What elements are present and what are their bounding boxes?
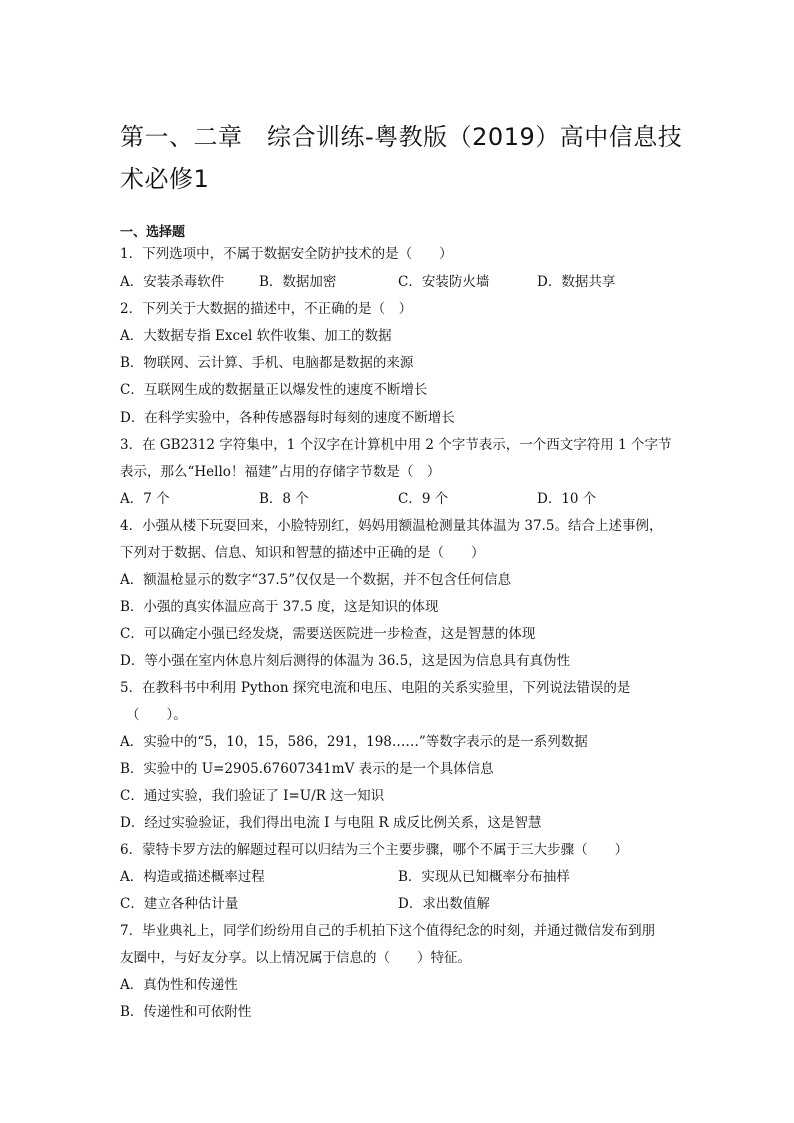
question-1-stem: 1．下列选项中，不属于数据安全防护技术的是（ ） (120, 246, 453, 262)
question-3-stem-line2: 表示，那么“Hello！福建”占用的存储字节数是（ ） (120, 464, 441, 480)
question-5-option-b: B．实验中的 U=2905.67607341mV 表示的是一个具体信息 (120, 761, 494, 777)
question-6-option-d: D．求出数值解 (398, 896, 490, 912)
question-2-option-a: A．大数据专指 Excel 软件收集、加工的数据 (120, 328, 392, 344)
question-1-option-b: B．数据加密 (259, 274, 337, 290)
question-4-option-b: B．小强的真实体温应高于 37.5 度，这是知识的体现 (120, 599, 439, 615)
question-7-stem-line1: 7．毕业典礼上，同学们纷纷用自己的手机拍下这个值得纪念的时刻，并通过微信发布到朋 (120, 923, 656, 939)
question-5-option-d: D．经过实验验证，我们得出电流 I 与电阻 R 成反比例关系，这是智慧 (120, 815, 542, 831)
question-6-option-a: A．构造或描述概率过程 (120, 869, 265, 885)
question-7-stem-line2: 友圈中，与好友分享。以上情况属于信息的（ ）特征。 (120, 950, 471, 966)
document-title: 第一、二章 综合训练-粤教版（2019）高中信息技术必修1 (120, 123, 683, 193)
question-4-option-a: A．额温枪显示的数字“37.5”仅仅是一个数据，并不包含任何信息 (120, 572, 512, 588)
question-7-option-a: A．真伪性和传递性 (120, 977, 238, 993)
question-5-option-c: C．通过实验，我们验证了 I=U/R 这一知识 (120, 788, 385, 804)
question-4-stem-line2: 下列对于数据、信息、知识和智慧的描述中正确的是（ ） (120, 545, 485, 561)
question-1-option-d: D．数据共享 (537, 274, 616, 290)
question-2-stem: 2．下列关于大数据的描述中，不正确的是（ ） (120, 301, 413, 317)
question-3-option-b: B．8 个 (259, 491, 309, 507)
question-5-stem-line1: 5．在教科书中利用 Python 探究电流和电压、电阻的关系实验里，下列说法错误的是 (120, 680, 631, 696)
question-7-option-b: B．传递性和可依附性 (120, 1004, 252, 1020)
question-3-option-c: C．9 个 (398, 491, 449, 507)
question-1-option-c: C．安装防火墙 (398, 274, 490, 290)
question-3-stem-line1: 3．在 GB2312 字符集中，1 个汉字在计算机中用 2 个字节表示，一个西文字符用 1 个字节 (120, 437, 672, 453)
question-1-option-a: A．安装杀毒软件 (120, 274, 225, 290)
question-5-option-a: A．实验中的“5，10，15，586，291，198……”等数字表示的是一系列数据 (120, 734, 588, 750)
question-2-option-b: B．物联网、云计算、手机、电脑都是数据的来源 (120, 355, 414, 371)
question-4-option-c: C．可以确定小强已经发烧，需要送医院进一步检查，这是智慧的体现 (120, 626, 536, 642)
question-2-option-c: C．互联网生成的数据量正以爆发性的速度不断增长 (120, 382, 428, 398)
question-6-option-c: C．建立各种估计量 (120, 896, 239, 912)
question-4-option-d: D．等小强在室内休息片刻后测得的体温为 36.5，这是因为信息具有真伪性 (120, 653, 571, 669)
question-4-stem-line1: 4．小强从楼下玩耍回来，小脸特别红，妈妈用额温枪测量其体温为 37.5。结合上述事例， (120, 518, 663, 534)
question-5-stem-line2: （ ）。 (126, 707, 187, 723)
question-3-option-d: D．10 个 (537, 491, 597, 507)
question-3-option-a: A．7 个 (120, 491, 170, 507)
question-2-option-d: D．在科学实验中，各种传感器每时每刻的速度不断增长 (120, 410, 455, 426)
question-6-option-b: B．实现从已知概率分布抽样 (398, 869, 570, 885)
question-6-stem: 6．蒙特卡罗方法的解题过程可以归结为三个主要步骤，哪个不属于三大步骤（ ） (120, 842, 629, 858)
section-heading: 一、选择题 (120, 225, 186, 240)
